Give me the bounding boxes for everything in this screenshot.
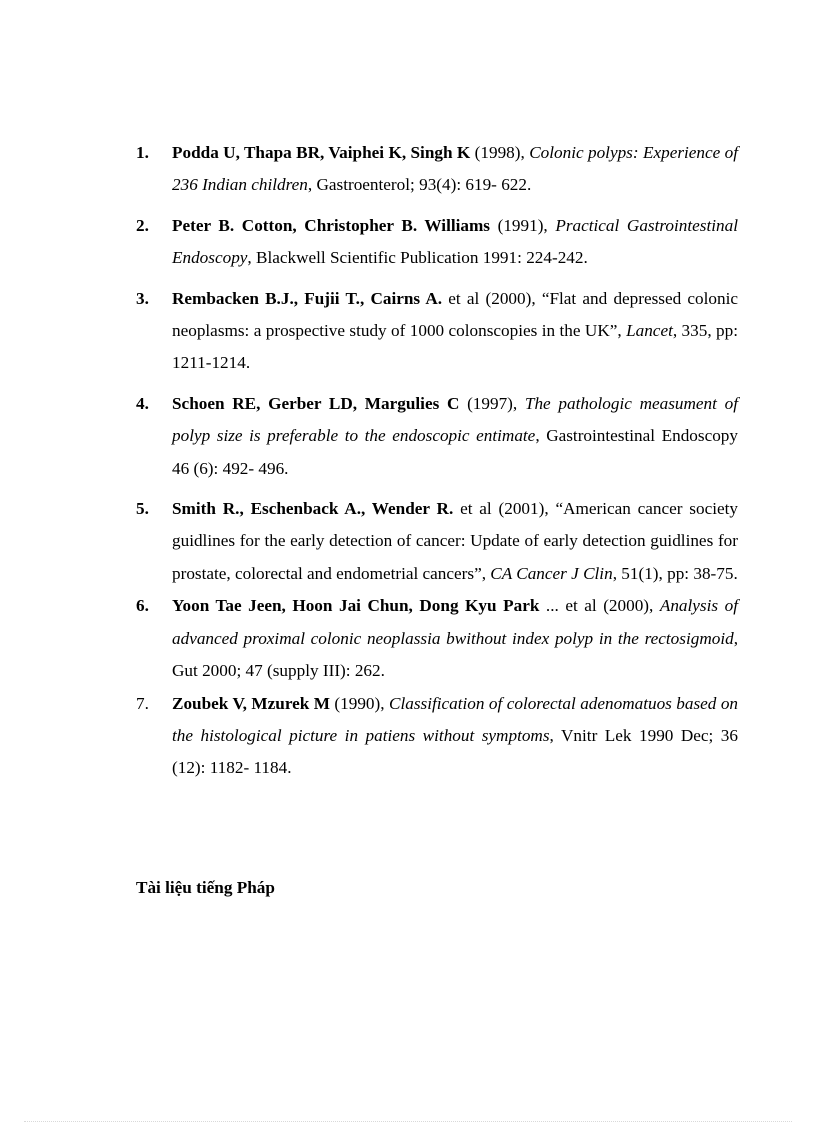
reference-title: Practical Gastrointestinal Endoscopy (172, 215, 739, 268)
reference-title: Classification of colorectal adenomatuos based on the histological picture in patiens without symptoms (172, 693, 739, 745)
reference-title: Colonic polyps: Experience of 236 Indian children (172, 143, 739, 195)
reference-source: , 335, pp: 1211-1214. (172, 321, 738, 373)
reference-number: 5. (136, 499, 149, 519)
reference-title: The pathologic measument of polyp size is preferable to the endoscopic entimate (172, 393, 738, 446)
reference-title: Analysis of advanced proximal colonic neoplassia bwithout index polyp in the rectosigmoid (172, 596, 738, 648)
reference-list (136, 137, 738, 785)
reference-number: 2. (136, 215, 149, 235)
section-heading: Tài liệu tiếng Pháp (136, 878, 275, 897)
reference-number: 3. (136, 288, 149, 308)
reference-year: ... et al (2000), (539, 596, 660, 616)
reference-item (136, 688, 738, 785)
reference-item (136, 283, 738, 380)
reference-source: , Gastroenterol; 93(4): 619- 622. (307, 175, 532, 195)
reference-year: (1990), (329, 693, 389, 713)
reference-authors: Schoen RE, Gerber LD, Margulies C (172, 393, 460, 413)
reference-number: 1. (136, 143, 149, 162)
reference-item (136, 493, 738, 590)
reference-source: , Blackwell Scientific Publication 1991: 224-242. (247, 248, 588, 268)
reference-item (136, 137, 738, 202)
reference-source: , Gut 2000; 47 (supply III): 262. (172, 628, 738, 681)
reference-year: et al (2001), “American cancer society guidlines for the early detection of cancer: Update of early detection guidlines for prostate, colorectal and endometrial cancers”, (172, 499, 738, 583)
reference-authors: Podda U, Thapa BR, Vaiphei K, Singh K (172, 143, 471, 162)
reference-item (136, 590, 738, 687)
reference-title: Lancet (626, 321, 673, 341)
reference-year: (1997), (459, 393, 525, 413)
reference-authors: Yoon Tae Jeen, Hoon Jai Chun, Dong Kyu Park (172, 596, 540, 616)
reference-source: , 51(1), pp: 38-75. (612, 563, 738, 583)
reference-source: , Gastrointestinal Endoscopy 46 (6): 492- 496. (172, 426, 738, 478)
reference-authors: Peter B. Cotton, Christopher B. Williams (172, 215, 490, 235)
reference-year: (1998), (470, 143, 530, 162)
reference-source: , Vnitr Lek 1990 Dec; 36 (12): 1182- 1184. (172, 725, 738, 778)
reference-authors: Rembacken B.J., Fujii T., Cairns A. (172, 288, 443, 308)
reference-title: CA Cancer J Clin (490, 563, 613, 583)
reference-authors: Smith R., Eschenback A., Wender R. (172, 499, 454, 519)
reference-number: 6. (136, 596, 149, 616)
reference-authors: Zoubek V, Mzurek M (172, 693, 330, 713)
reference-item (136, 210, 738, 275)
reference-number: 7. (136, 693, 149, 713)
page-bottom-divider (24, 1121, 792, 1122)
reference-item (136, 388, 738, 485)
reference-number: 4. (136, 393, 149, 413)
reference-year: et al (2000), “Flat and depressed colonic neoplasms: a prospective study of 1000 colonscopies in the UK”, (172, 288, 739, 341)
reference-year: (1991), (490, 215, 556, 235)
